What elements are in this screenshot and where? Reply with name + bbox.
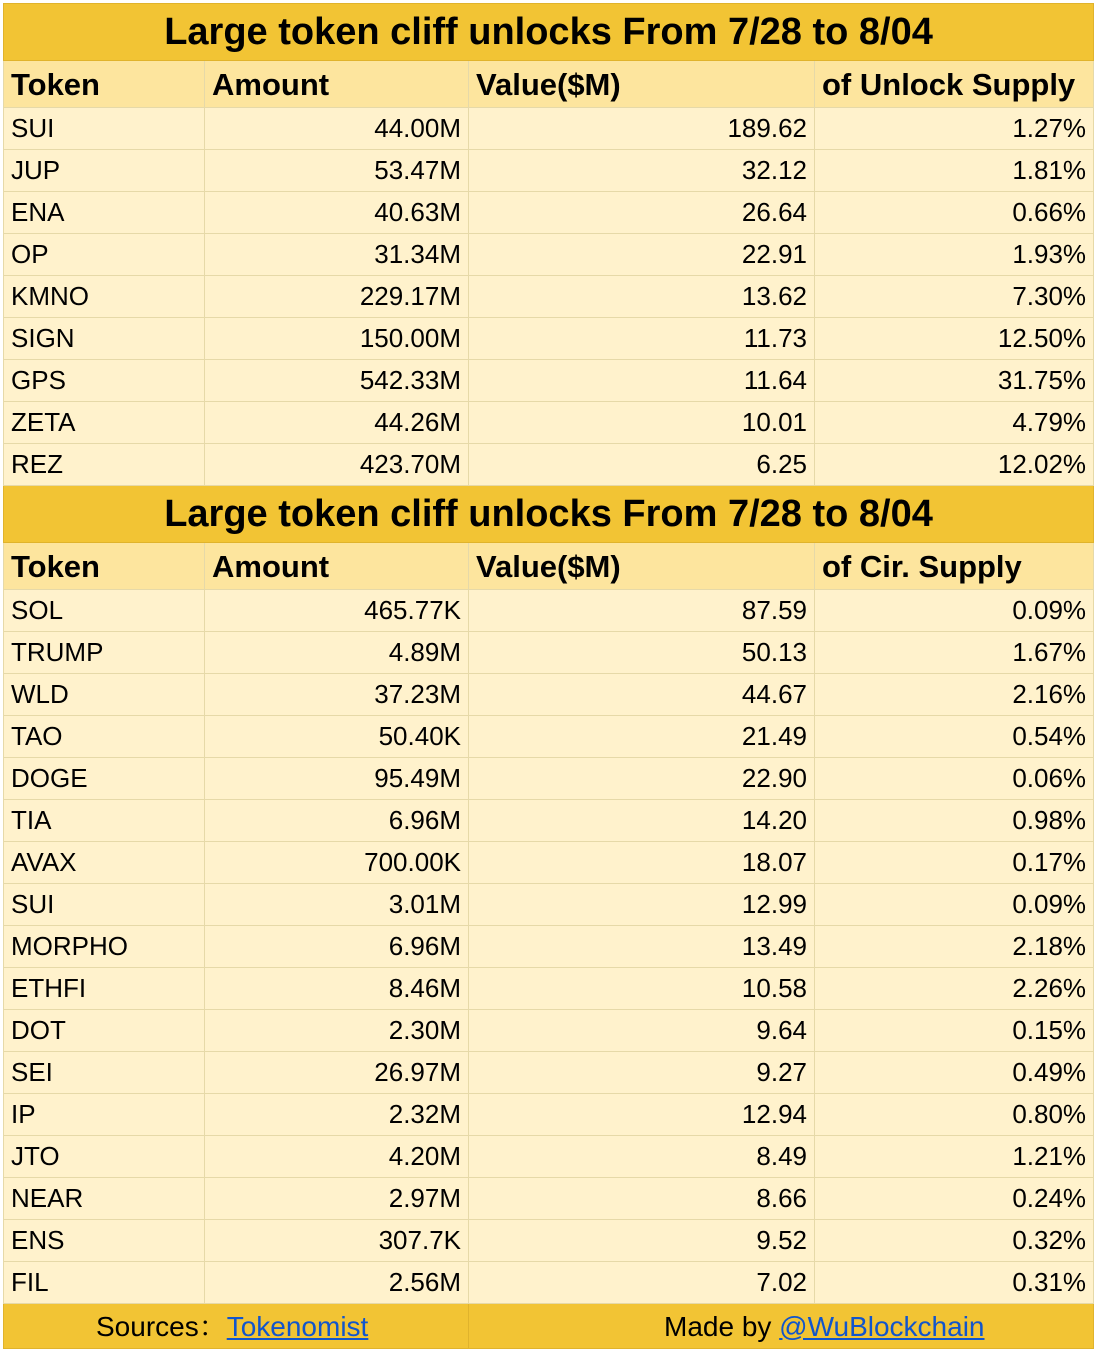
token-cell: IP — [4, 1094, 205, 1136]
table-row — [4, 234, 1094, 276]
table-row — [4, 402, 1094, 444]
value-cell: 0.15% — [815, 1010, 1094, 1052]
token-cell: SIGN — [4, 318, 205, 360]
value-cell: 189.62 — [469, 108, 815, 150]
table2-header-row — [4, 543, 1094, 590]
value-cell: 26.64 — [469, 192, 815, 234]
value-cell: 0.32% — [815, 1220, 1094, 1262]
value-cell: 8.66 — [469, 1178, 815, 1220]
token-cell: SUI — [4, 108, 205, 150]
footer-row — [4, 1304, 1094, 1349]
value-cell: 229.17M — [205, 276, 469, 318]
column-header: Value($M) — [469, 543, 815, 590]
value-cell: 1.21% — [815, 1136, 1094, 1178]
table-row — [4, 276, 1094, 318]
table-row — [4, 318, 1094, 360]
value-cell: 700.00K — [205, 842, 469, 884]
token-cell: JTO — [4, 1136, 205, 1178]
table-row — [4, 926, 1094, 968]
table-row — [4, 674, 1094, 716]
value-cell: 1.27% — [815, 108, 1094, 150]
table-row — [4, 632, 1094, 674]
table-row — [4, 444, 1094, 486]
table1-title: Large token cliff unlocks From 7/28 to 8/04 — [4, 4, 1094, 61]
token-cell: SEI — [4, 1052, 205, 1094]
token-cell: TRUMP — [4, 632, 205, 674]
table-row — [4, 884, 1094, 926]
token-cell: ETHFI — [4, 968, 205, 1010]
column-header: Amount — [205, 61, 469, 108]
value-cell: 8.46M — [205, 968, 469, 1010]
value-cell: 11.64 — [469, 360, 815, 402]
value-cell: 1.67% — [815, 632, 1094, 674]
value-cell: 95.49M — [205, 758, 469, 800]
table-row — [4, 1094, 1094, 1136]
token-cell: JUP — [4, 150, 205, 192]
table-row — [4, 1262, 1094, 1304]
token-cell: OP — [4, 234, 205, 276]
made-by-cell — [469, 1304, 1094, 1349]
table-row — [4, 1178, 1094, 1220]
value-cell: 10.01 — [469, 402, 815, 444]
sources-label: Sources： — [96, 1310, 227, 1342]
value-cell: 2.30M — [205, 1010, 469, 1052]
made-by-label: Made by — [664, 1310, 780, 1342]
value-cell: 32.12 — [469, 150, 815, 192]
column-header: Amount — [205, 543, 469, 590]
value-cell: 423.70M — [205, 444, 469, 486]
value-cell: 0.54% — [815, 716, 1094, 758]
value-cell: 0.31% — [815, 1262, 1094, 1304]
table-row — [4, 150, 1094, 192]
value-cell: 26.97M — [205, 1052, 469, 1094]
value-cell: 6.25 — [469, 444, 815, 486]
column-header: Token — [4, 61, 205, 108]
token-cell: MORPHO — [4, 926, 205, 968]
value-cell: 18.07 — [469, 842, 815, 884]
sources-cell — [4, 1304, 469, 1349]
value-cell: 4.79% — [815, 402, 1094, 444]
value-cell: 0.24% — [815, 1178, 1094, 1220]
value-cell: 40.63M — [205, 192, 469, 234]
value-cell: 0.09% — [815, 884, 1094, 926]
value-cell: 2.32M — [205, 1094, 469, 1136]
table2-title-row — [4, 486, 1094, 543]
value-cell: 11.73 — [469, 318, 815, 360]
table-row — [4, 1220, 1094, 1262]
column-header: Value($M) — [469, 61, 815, 108]
value-cell: 3.01M — [205, 884, 469, 926]
table-row — [4, 590, 1094, 632]
token-cell: DOGE — [4, 758, 205, 800]
value-cell: 7.02 — [469, 1262, 815, 1304]
value-cell: 13.62 — [469, 276, 815, 318]
value-cell: 542.33M — [205, 360, 469, 402]
value-cell: 307.7K — [205, 1220, 469, 1262]
value-cell: 465.77K — [205, 590, 469, 632]
token-cell: ENS — [4, 1220, 205, 1262]
token-cell: ENA — [4, 192, 205, 234]
value-cell: 12.99 — [469, 884, 815, 926]
token-cell: GPS — [4, 360, 205, 402]
token-cell: DOT — [4, 1010, 205, 1052]
value-cell: 21.49 — [469, 716, 815, 758]
token-cell: AVAX — [4, 842, 205, 884]
value-cell: 9.64 — [469, 1010, 815, 1052]
value-cell: 0.98% — [815, 800, 1094, 842]
value-cell: 9.27 — [469, 1052, 815, 1094]
token-cell: FIL — [4, 1262, 205, 1304]
value-cell: 87.59 — [469, 590, 815, 632]
column-header: of Cir. Supply — [815, 543, 1094, 590]
value-cell: 50.13 — [469, 632, 815, 674]
column-header: of Unlock Supply — [815, 61, 1094, 108]
token-cell: REZ — [4, 444, 205, 486]
value-cell: 8.49 — [469, 1136, 815, 1178]
value-cell: 0.06% — [815, 758, 1094, 800]
value-cell: 2.56M — [205, 1262, 469, 1304]
table-row — [4, 1136, 1094, 1178]
column-header: Token — [4, 543, 205, 590]
token-cell: ZETA — [4, 402, 205, 444]
table-row — [4, 716, 1094, 758]
value-cell: 12.94 — [469, 1094, 815, 1136]
value-cell: 0.80% — [815, 1094, 1094, 1136]
value-cell: 14.20 — [469, 800, 815, 842]
value-cell: 0.17% — [815, 842, 1094, 884]
made-by-link[interactable]: @WuBlockchain — [779, 1310, 985, 1342]
value-cell: 12.02% — [815, 444, 1094, 486]
table-row — [4, 842, 1094, 884]
value-cell: 22.91 — [469, 234, 815, 276]
table-row — [4, 108, 1094, 150]
table-row — [4, 968, 1094, 1010]
table1-header-row — [4, 61, 1094, 108]
table-row — [4, 360, 1094, 402]
value-cell: 0.66% — [815, 192, 1094, 234]
value-cell: 44.00M — [205, 108, 469, 150]
unlocks-table — [3, 3, 1094, 1349]
value-cell: 53.47M — [205, 150, 469, 192]
value-cell: 6.96M — [205, 800, 469, 842]
value-cell: 50.40K — [205, 716, 469, 758]
token-cell: WLD — [4, 674, 205, 716]
value-cell: 1.81% — [815, 150, 1094, 192]
value-cell: 44.26M — [205, 402, 469, 444]
value-cell: 2.16% — [815, 674, 1094, 716]
sources-link[interactable]: Tokenomist — [226, 1310, 369, 1342]
table-row — [4, 800, 1094, 842]
value-cell: 0.49% — [815, 1052, 1094, 1094]
token-cell: SOL — [4, 590, 205, 632]
value-cell: 31.34M — [205, 234, 469, 276]
value-cell: 37.23M — [205, 674, 469, 716]
value-cell: 4.89M — [205, 632, 469, 674]
value-cell: 4.20M — [205, 1136, 469, 1178]
value-cell: 0.09% — [815, 590, 1094, 632]
value-cell: 44.67 — [469, 674, 815, 716]
value-cell: 9.52 — [469, 1220, 815, 1262]
token-cell: NEAR — [4, 1178, 205, 1220]
value-cell: 13.49 — [469, 926, 815, 968]
unlocks-table-body — [4, 4, 1094, 1349]
value-cell: 2.97M — [205, 1178, 469, 1220]
value-cell: 31.75% — [815, 360, 1094, 402]
value-cell: 12.50% — [815, 318, 1094, 360]
token-cell: KMNO — [4, 276, 205, 318]
value-cell: 150.00M — [205, 318, 469, 360]
table-row — [4, 192, 1094, 234]
table-row — [4, 758, 1094, 800]
value-cell: 6.96M — [205, 926, 469, 968]
token-cell: SUI — [4, 884, 205, 926]
value-cell: 2.26% — [815, 968, 1094, 1010]
value-cell: 10.58 — [469, 968, 815, 1010]
token-cell: TIA — [4, 800, 205, 842]
table1-title-row — [4, 4, 1094, 61]
value-cell: 22.90 — [469, 758, 815, 800]
value-cell: 1.93% — [815, 234, 1094, 276]
table2-title: Large token cliff unlocks From 7/28 to 8/04 — [4, 486, 1094, 543]
value-cell: 2.18% — [815, 926, 1094, 968]
value-cell: 7.30% — [815, 276, 1094, 318]
token-cell: TAO — [4, 716, 205, 758]
table-row — [4, 1052, 1094, 1094]
table-row — [4, 1010, 1094, 1052]
